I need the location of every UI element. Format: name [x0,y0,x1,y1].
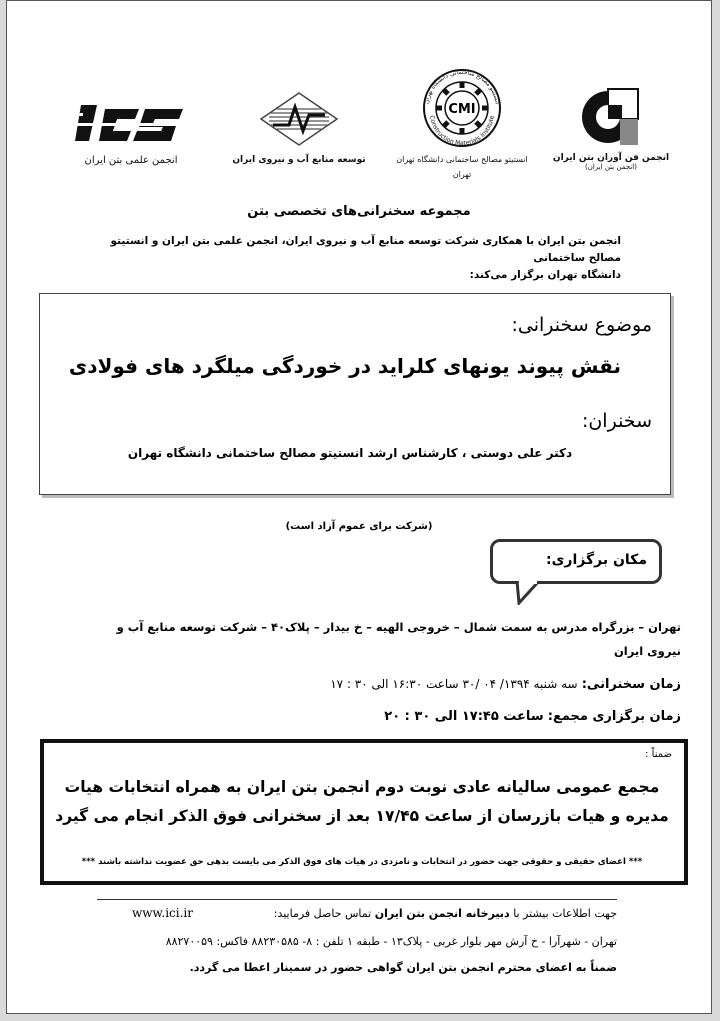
water-power-logo [229,91,369,165]
materials-institute-logo-mark [414,67,510,149]
lecture-time-label: زمان سخنرانی: [581,677,681,692]
footer-address: تهران - شهرآرا - خ آرش مهر بلوار غربی - پلاک۱۳ - طبقه ۱ تلفن : ۸- ۸۸۲۳۰۵۸۵ فاکس: ۸۸۲۷۰۰۵۹ [165,935,617,948]
concrete-tech-logo [551,87,671,171]
assembly-time [384,709,681,724]
address-line-1: تهران – بزرگراه مدرس به سمت شمال – خروجی الهیه – خ بیدار – پلاک۴۰ – شرکت توسعه منابع آب و [116,620,681,634]
topic-box [39,293,671,495]
cmi-monogram: CMI [448,102,476,117]
footer-contact [274,907,617,920]
assembly-notice-box [40,739,688,885]
ics-logo-mark [75,101,187,145]
notice-line-2: مدیره و هیات بازرسان از ساعت ۱۷/۴۵ بعد از سخنرانی فوق الذکر انجام می گیرد [55,807,669,825]
lecture-time [330,677,681,692]
materials-institute-caption-city: تهران [452,170,472,179]
ics-caption: انجمن علمی بتن ایران [84,155,178,166]
notice-body [52,773,672,831]
ics-logo [71,101,191,166]
venue-callout [490,539,662,584]
venue-address [81,615,681,663]
footer-certificate: ضمناً به اعضای محترم انجمن بتن ایران گواهی حضور در سمینار اعطا می گردد. [189,961,617,974]
materials-institute-caption: انستیتو مصالح ساختمانی دانشگاه تهران [396,155,528,164]
flyer-sheet [6,0,712,1014]
ring-top-text: انستیتو مصالح ساختمانی دانشگاه تهران [423,68,501,105]
organizers-text [81,233,621,284]
lecture-time-value: سه شنبه ۱۳۹۴/ ۰۴ /۳۰ ساعت ۱۶:۳۰ الی ۳۰ : ۱۷ [330,677,578,691]
speaker-label: سخنران: [581,410,652,432]
venue-label: مکان برگزاری: [546,552,647,568]
website-link[interactable]: www.ici.ir [132,906,193,920]
water-power-caption: توسعه منابع آب و نیروی ایران [232,155,366,165]
organizers-line-1: انجمن بتن ایران با همکاری شرکت توسعه منابع آب و نیروی ایران، انجمن علمی بتن ایران و انستیتو مصالح ساختمانی [110,235,621,264]
materials-institute-logo [387,67,537,179]
free-admission-note: (شرکت برای عموم آزاد است) [285,521,433,532]
assembly-time-value: ساعت ۱۷:۴۵ الی ۳۰ : ۲۰ [384,709,544,724]
contact-post: تماس حاصل فرمایید: [273,907,372,920]
notice-line-1: مجمع عمومی سالیانه عادی نوبت دوم انجمن بتن ایران به همراه انتخابات هیات [64,778,660,796]
notice-header: ضمناً : [645,749,672,760]
notice-footnote: *** اعضای حقیقی و حقوقی جهت حضور در انتخابات و نامزدی در هیات های فوق الذکر می بایست بدهی حق عضویت نداشته باشند *** [81,857,643,867]
speaker-name: دکتر علی دوستی ، کارشناس ارشد انستیتو مصالح ساختمانی دانشگاه تهران [127,446,573,460]
topic-title: نقش پیوند یونهای کلراید در خوردگی میلگرد های فولادی [68,354,622,378]
ring-bottom-text: Construction Materials Institute [428,115,496,148]
water-power-logo-mark [259,91,339,147]
organizers-line-2: دانشگاه تهران برگزار می‌کند: [469,269,621,281]
concrete-tech-caption-sub: (انجمن بتن ایران) [585,163,637,171]
footer-divider [97,899,617,900]
contact-pre: جهت اطلاعات بیشتر با [513,907,617,920]
contact-secretariat: دبیرخانه انجمن بتن ایران [374,907,510,920]
concrete-tech-logo-mark [580,87,642,147]
topic-label: موضوع سخنرانی: [511,314,652,336]
callout-pointer [515,581,543,605]
address-line-2: نیروی ایران [613,644,681,658]
series-title: مجموعه سخنرانی‌های تخصصی بتن [247,204,471,219]
concrete-tech-caption: انجمن فن آوران بتن ایران [552,153,670,163]
assembly-time-label: زمان برگزاری مجمع: [547,709,681,724]
